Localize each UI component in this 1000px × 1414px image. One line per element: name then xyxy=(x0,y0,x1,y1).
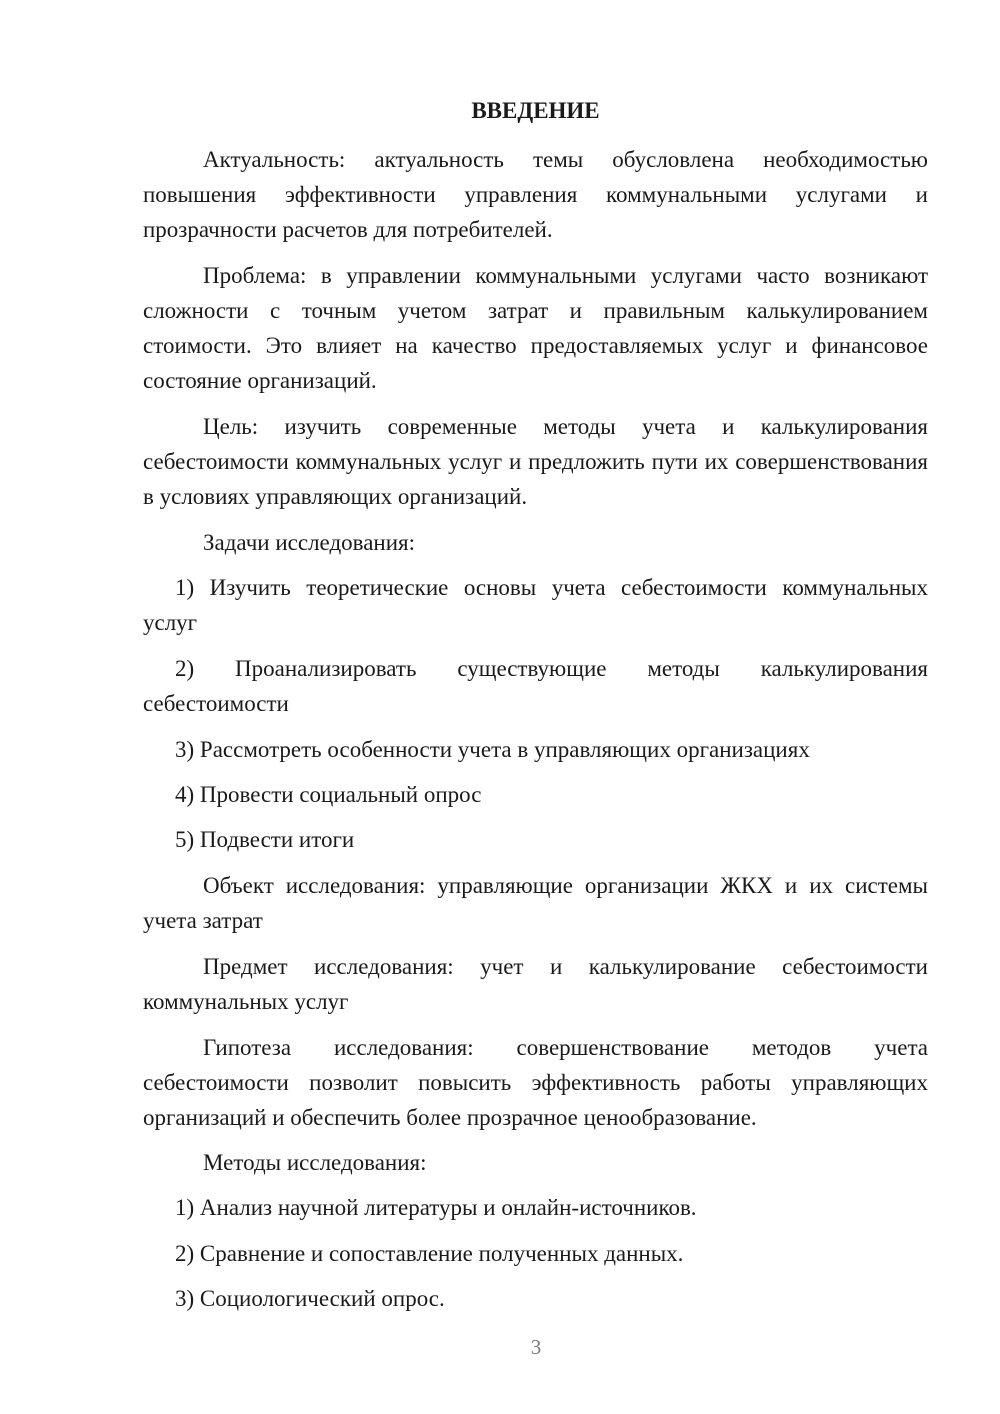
paragraph-relevance: Актуальность: актуальность темы обусловлена необходимостью повышения эффективности управления коммунальными услугами и прозрачности расчетов для потребителей. xyxy=(143,147,928,242)
paragraph-problem: Проблема: в управлении коммунальными услугами часто возникают сложности с точным учетом затрат и правильным калькулированием стоимости. Это влияет на качество предоставляемых услуг и финансовое состояние организаций. xyxy=(143,263,928,393)
task-item-4: 4) Провести социальный опрос xyxy=(175,782,482,807)
method-item-3: 3) Социологический опрос. xyxy=(175,1286,445,1311)
task-item-1: 1) Изучить теоретические основы учета себестоимости коммунальных услуг xyxy=(143,575,928,635)
tasks-heading: Задачи исследования: xyxy=(203,530,416,555)
section-title: ВВЕДЕНИЕ xyxy=(471,98,600,123)
task-item-3: 3) Рассмотреть особенности учета в управляющих организациях xyxy=(175,737,810,762)
paragraph-object: Объект исследования: управляющие организации ЖКХ и их системы учета затрат xyxy=(143,873,928,933)
task-item-2: 2) Проанализировать существующие методы калькулирования себестоимости xyxy=(143,656,928,716)
page-number: 3 xyxy=(530,1335,542,1359)
task-item-5: 5) Подвести итоги xyxy=(175,827,355,852)
paragraph-goal: Цель: изучить современные методы учета и калькулирования себестоимости коммунальных услуг и предложить пути их совершенствования в условиях управляющих организаций. xyxy=(143,414,928,509)
paragraph-subject: Предмет исследования: учет и калькулирование себестоимости коммунальных услуг xyxy=(143,954,928,1014)
methods-heading: Методы исследования: xyxy=(203,1150,427,1175)
method-item-2: 2) Сравнение и сопоставление полученных данных. xyxy=(175,1241,684,1266)
paragraph-hypothesis: Гипотеза исследования: совершенствование методов учета себестоимости позволит повысить эффективность работы управляющих организаций и обеспечить более прозрачное ценообразование. xyxy=(143,1035,928,1130)
method-item-1: 1) Анализ научной литературы и онлайн-источников. xyxy=(175,1195,697,1220)
